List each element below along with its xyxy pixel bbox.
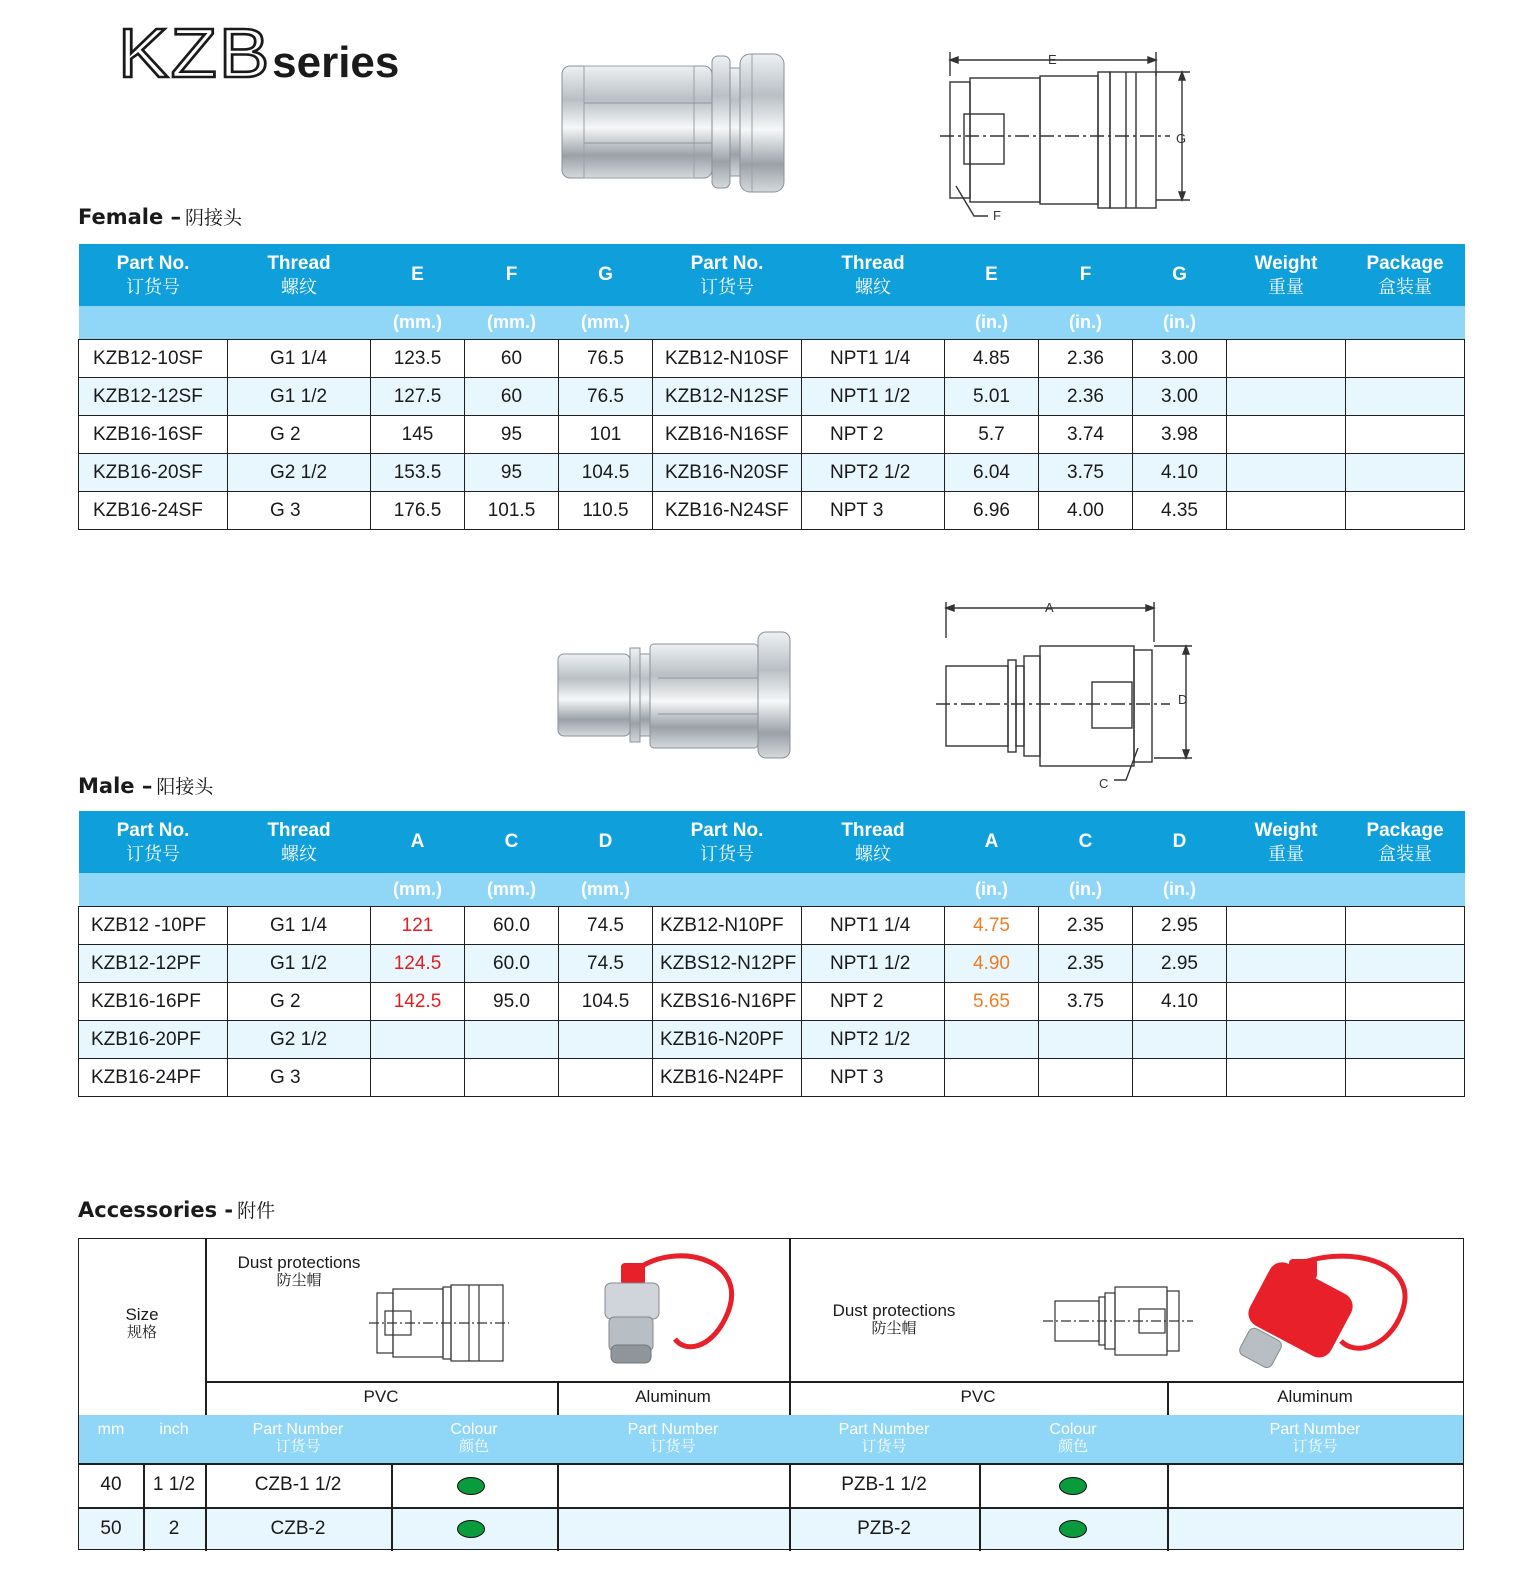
dim-label-e: E: [1048, 52, 1057, 67]
brand-logo: KZB: [118, 14, 272, 92]
col-c: C: [1039, 811, 1133, 873]
table-row: KZB12-12PF G1 1/2 124.5 60.0 74.5 KZBS12-N12PF NPT1 1/2 4.90 2.35 2.95: [79, 945, 1465, 983]
male-spec-table: [78, 811, 1465, 1097]
col-a: A: [945, 811, 1039, 873]
colour-swatch: [457, 1520, 485, 1538]
male-coupler-photo: [554, 628, 794, 762]
series-title: [118, 14, 400, 92]
part-number-header: Part Number 订货号: [1269, 1421, 1361, 1455]
female-heading: [78, 203, 242, 230]
accessories-table: [78, 1238, 1464, 1550]
table-header-row: [79, 244, 1465, 306]
part-number-header: Part Number 订货号: [252, 1421, 344, 1455]
pvc-part-number: PZB-2: [857, 1518, 911, 1539]
col-a: A: [371, 811, 465, 873]
dim-label-c: C: [1099, 776, 1109, 791]
col-d: D: [1133, 811, 1227, 873]
col-c: C: [465, 811, 559, 873]
colour-swatch: [1059, 1477, 1087, 1495]
size-inch: 2: [168, 1518, 180, 1539]
table-row: KZB16-24SF G 3 176.5 101.5 110.5 KZB16-N24SF NPT 3 6.96 4.00 4.35: [79, 492, 1465, 530]
part-number-header: Part Number 订货号: [627, 1421, 719, 1455]
col-g: G: [559, 244, 653, 306]
dust-protection-label: Dust protections 防尘帽: [832, 1301, 956, 1337]
accessories-heading-en: Accessories -: [78, 1198, 234, 1222]
female-dimension-drawing: [930, 48, 1200, 228]
mm-header: mm: [97, 1421, 125, 1438]
unit-row: (mm.) (mm.) (mm.) (in.) (in.) (in.): [79, 873, 1465, 907]
part-number-header: Part Number 订货号: [838, 1421, 930, 1455]
table-row: KZB16-16PF G 2 142.5 95.0 104.5 KZBS16-N16PF NPT 2 5.65 3.75 4.10: [79, 983, 1465, 1021]
male-dimension-drawing: [930, 598, 1200, 794]
size-mm: 40: [100, 1474, 122, 1495]
pvc-part-number: PZB-1 1/2: [841, 1474, 927, 1495]
dim-label-d: D: [1178, 692, 1188, 707]
table-header-row: [79, 811, 1465, 873]
inch-header: inch: [159, 1421, 189, 1438]
col-thread: Thread 螺纹: [228, 811, 371, 873]
col-part-no: Part No. 订货号: [79, 811, 228, 873]
table-row: KZB16-20PF G2 1/2 KZB16-N20PF NPT2 1/2: [79, 1021, 1465, 1059]
female-cap-drawing: [369, 1281, 509, 1365]
colour-swatch: [457, 1477, 485, 1495]
pvc-part-number: CZB-1 1/2: [254, 1474, 342, 1495]
dim-label-f: F: [993, 208, 1001, 223]
col-f: F: [465, 244, 559, 306]
table-row: KZB16-20SF G2 1/2 153.5 95 104.5 KZB16-N20SF NPT2 1/2 6.04 3.75 4.10: [79, 454, 1465, 492]
male-heading-cn: 阳接头: [156, 776, 214, 798]
dust-protection-label: Dust protections 防尘帽: [237, 1253, 361, 1289]
aluminum-label: Aluminum: [1277, 1387, 1353, 1406]
male-heading-en: Male –: [78, 774, 153, 798]
unit-row: (mm.) (mm.) (mm.) (in.) (in.) (in.): [79, 306, 1465, 340]
col-d: D: [559, 811, 653, 873]
female-coupler-photo: [556, 48, 788, 198]
aluminum-cap-photo: [585, 1249, 745, 1373]
col-weight: Weight 重量: [1227, 244, 1346, 306]
colour-swatch: [1059, 1520, 1087, 1538]
table-row: KZB16-16SF G 2 145 95 101 KZB16-N16SF NPT 2 5.7 3.74 3.98: [79, 416, 1465, 454]
female-heading-en: Female –: [78, 205, 182, 229]
col-e: E: [945, 244, 1039, 306]
col-part-no: Part No. 订货号: [653, 811, 802, 873]
table-row: KZB12-10SF G1 1/4 123.5 60 76.5 KZB12-N10SF NPT1 1/4 4.85 2.36 3.00: [79, 340, 1465, 378]
size-mm: 50: [100, 1518, 122, 1539]
accessories-heading: [78, 1196, 275, 1223]
aluminum-label: Aluminum: [635, 1387, 711, 1406]
dim-label-a: A: [1045, 600, 1054, 615]
colour-header: Colour 颜色: [450, 1421, 498, 1455]
male-heading: [78, 772, 213, 799]
table-row: KZB16-24PF G 3 KZB16-N24PF NPT 3: [79, 1059, 1465, 1097]
size-label: Size 规格: [125, 1305, 159, 1341]
col-thread: Thread 螺纹: [802, 244, 945, 306]
pvc-label: PVC: [960, 1387, 996, 1406]
pvc-cap-photo: [1229, 1249, 1419, 1373]
col-e: E: [371, 244, 465, 306]
colour-header: Colour 颜色: [1049, 1421, 1097, 1455]
series-label: series: [272, 38, 400, 87]
col-package: Package 盒装量: [1346, 811, 1465, 873]
col-thread: Thread 螺纹: [802, 811, 945, 873]
col-thread: Thread 螺纹: [228, 244, 371, 306]
col-f: F: [1039, 244, 1133, 306]
size-inch: 1 1/2: [152, 1474, 196, 1495]
col-part-no: Part No. 订货号: [79, 244, 228, 306]
female-heading-cn: 阴接头: [185, 207, 243, 229]
dim-label-g: G: [1176, 131, 1187, 146]
col-part-no: Part No. 订货号: [653, 244, 802, 306]
table-row: KZB12-12SF G1 1/2 127.5 60 76.5 KZB12-N12SF NPT1 1/2 5.01 2.36 3.00: [79, 378, 1465, 416]
table-row: KZB12 -10PF G1 1/4 121 60.0 74.5 KZB12-N10PF NPT1 1/4 4.75 2.35 2.95: [79, 907, 1465, 945]
col-g: G: [1133, 244, 1227, 306]
col-package: Package 盒装量: [1346, 244, 1465, 306]
accessories-heading-cn: 附件: [237, 1200, 276, 1222]
pvc-label: PVC: [363, 1387, 399, 1406]
pvc-part-number: CZB-2: [270, 1518, 326, 1539]
female-spec-table: [78, 244, 1465, 530]
col-weight: Weight 重量: [1227, 811, 1346, 873]
male-cap-drawing: [1043, 1283, 1193, 1359]
